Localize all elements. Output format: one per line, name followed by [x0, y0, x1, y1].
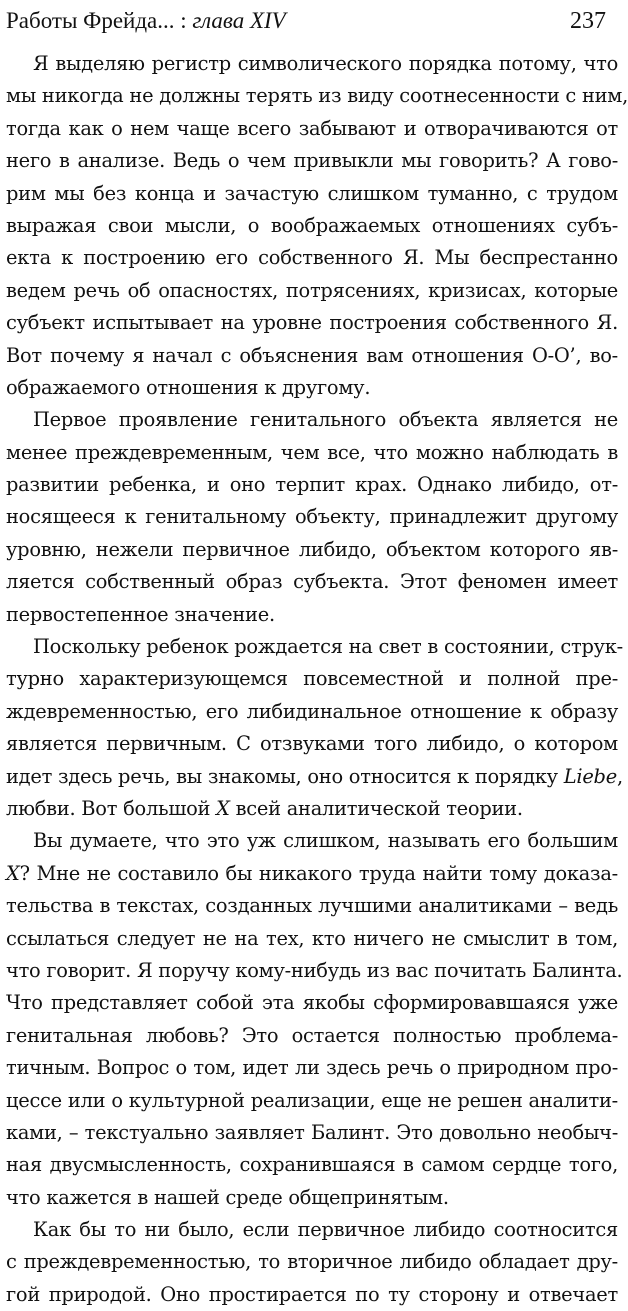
text-span: всей аналитической теории.: [235, 796, 523, 820]
text-span: любви. Вот большой: [6, 796, 211, 820]
text-line: что кажется в нашей среде общепринятым.: [6, 1185, 449, 1209]
text-line: него в анализе. Ведь о чем привыкли мы говорить? А гово-: [6, 149, 618, 173]
text-line: Вот почему я начал с объяснения вам отношения О-О’, во-: [6, 343, 618, 367]
text-line: ками, – текстуально заявляет Балинт. Это довольно необыч-: [6, 1120, 618, 1144]
text-line: ведем речь об опасностях, потрясениях, кризисах, которые: [6, 278, 618, 302]
text-line: менее преждевременным, чем все, что можно наблюдать в: [6, 440, 618, 464]
text-line: гой природой. Оно простирается по ту сторону и отвечает: [6, 1282, 618, 1306]
text-line: Что представляет собой эта якобы сформировавшаяся уже: [6, 991, 618, 1015]
text-line: генитальная любовь? Это остается полностью проблема-: [6, 1023, 618, 1047]
text-line: турно характеризующемся повсеместной и полной пре-: [6, 667, 618, 691]
text-line: [6, 858, 618, 890]
chapter-title: глава XIV: [192, 8, 286, 33]
text-line: цессе или о культурной реализации, еще не решен аналити-: [6, 1088, 618, 1112]
text-line: идет здесь речь, вы знакомы, оно относится к порядку Liebe,: [6, 764, 623, 788]
page-header: [6, 0, 614, 42]
text-line: тельства в текстах, созданных лучшими аналитиками – ведь: [6, 894, 618, 918]
text-line: тичным. Вопрос о том, идет ли здесь речь о природном про-: [6, 1056, 618, 1080]
text-line: Поскольку ребенок рождается на свет в состоянии, струк-: [33, 635, 623, 659]
text-line: ссылаться следует не на тех, кто ничего не смыслит в том,: [6, 926, 618, 950]
running-head: [6, 8, 286, 34]
text-line: ляется собственный образ субъекта. Этот феномен имеет: [6, 570, 618, 594]
page-number: 237: [570, 7, 606, 34]
text-line: выражая свои мысли, о воображаемых отношениях субъ-: [6, 213, 618, 237]
text-line: первостепенное значение.: [6, 602, 275, 626]
text-line: является первичным. С отзвуками того либидо, о котором: [6, 732, 618, 756]
text-line: Первое проявление генитального объекта является не: [33, 408, 618, 432]
text-line: ображаемого отношения к другому.: [6, 375, 371, 399]
body-text: [6, 48, 628, 1311]
text-line: что говорит. Я поручу кому-нибудь из вас почитать Балинта.: [6, 958, 623, 982]
text-line: уровню, нежели первичное либидо, объектом которого яв-: [6, 537, 618, 561]
italic-text: X: [6, 861, 20, 885]
text-line: тогда как о нем чаще всего забывают и отворачиваются от: [6, 116, 618, 140]
text-line: с преждевременностью, то вторичное либидо обладает дру-: [6, 1250, 618, 1274]
text-span: идет здесь речь, вы знакомы, оно относится к порядку: [6, 764, 558, 788]
text-line: развитии ребенка, и оно терпит крах. Однако либидо, от-: [6, 473, 618, 497]
text-line: носящееся к генитальному объекту, принадлежит другому: [6, 505, 618, 529]
running-title: Работы Фрейда... :: [6, 8, 187, 33]
text-span: ? Мне не составило бы никакого труда найти тому доказа-: [19, 861, 618, 885]
text-line: субъект испытывает на уровне построения собственного Я.: [6, 311, 618, 335]
text-line: Как бы то ни было, если первичное либидо соотносится: [33, 1218, 618, 1242]
text-line: Я выделяю регистр символического порядка потому, что: [33, 52, 618, 75]
text-line: ждевременностью, его либидинальное отношение к образу: [6, 699, 618, 723]
text-line: [6, 793, 618, 825]
text-line: Вы думаете, что это уж слишком, называть его большим: [33, 829, 618, 853]
text-line: ная двусмысленность, сохранившаяся в самом сердце того,: [6, 1153, 618, 1177]
text-line: екта к построению его собственного Я. Мы беспрестанно: [6, 246, 618, 270]
text-line: мы никогда не должны терять из виду соотнесенности с ним,: [6, 84, 628, 108]
italic-text: X: [216, 796, 230, 820]
text-line: рим мы без конца и зачастую слишком туманно, с трудом: [6, 181, 618, 205]
italic-text: Liebe: [563, 764, 617, 788]
